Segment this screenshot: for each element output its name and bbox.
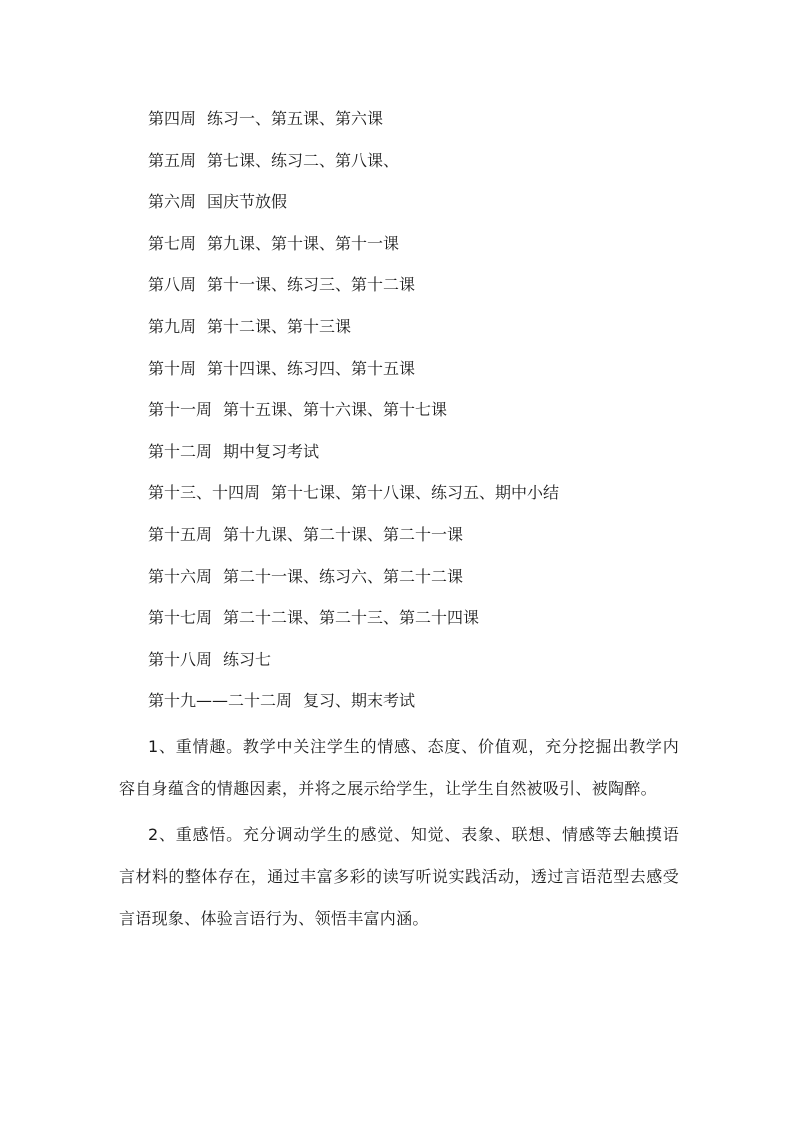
week-label: 第十一周	[148, 400, 213, 420]
week-label: 第四周	[148, 109, 197, 128]
week-content: 第七课、练习二、第八课、	[207, 150, 400, 170]
week-label: 第十五周	[148, 524, 213, 544]
week-label: 第十二周	[148, 441, 213, 461]
schedule-row	[148, 564, 559, 606]
week-content: 第十五课、第十六课、第十七课	[223, 400, 448, 420]
body-text	[119, 726, 679, 944]
schedule-row	[148, 148, 559, 190]
week-label: 第七周	[148, 233, 197, 253]
week-label: 第八周	[148, 275, 197, 295]
week-content: 第十七课、第十八课、练习五、期中小结	[271, 483, 560, 503]
week-content: 第九课、第十课、第十一课	[207, 233, 400, 253]
schedule-row	[148, 397, 559, 439]
week-content: 第十四课、练习四、第十五课	[207, 358, 416, 378]
week-label: 第十九——二十二周	[148, 691, 293, 711]
week-content: 第十九课、第二十课、第二十一课	[223, 524, 464, 544]
schedule-row	[148, 522, 559, 564]
paragraph-interest: 1、重情趣。教学中关注学生的情感、态度、价值观，充分挖掘出教学内容自身蕴含的情趣因素，并将之展示给学生，让学生自然被吸引、被陶醉。	[119, 737, 679, 798]
week-label: 第十三、十四周	[148, 483, 261, 503]
week-content: 第二十一课、练习六、第二十二课	[223, 566, 464, 586]
schedule-row	[148, 356, 559, 398]
weekly-schedule	[148, 106, 559, 730]
schedule-row	[148, 314, 559, 356]
week-content: 第二十二课、第二十三、第二十四课	[223, 608, 480, 628]
week-content: 复习、期末考试	[303, 691, 416, 711]
week-label: 第十六周	[148, 566, 213, 586]
week-content: 期中复习考试	[223, 441, 320, 461]
schedule-row	[148, 688, 559, 730]
schedule-row	[148, 272, 559, 314]
week-label: 第六周	[148, 192, 197, 212]
week-label: 第十周	[148, 358, 197, 378]
week-content: 练习七	[223, 649, 272, 669]
week-label: 第九周	[148, 316, 197, 336]
week-label: 第十七周	[148, 608, 213, 628]
schedule-row	[148, 480, 559, 522]
schedule-row	[148, 189, 559, 231]
schedule-row	[148, 647, 559, 689]
schedule-row	[148, 605, 559, 647]
schedule-row	[148, 231, 559, 273]
schedule-row	[148, 106, 559, 148]
week-content: 第十二课、第十三课	[207, 316, 352, 336]
schedule-row	[148, 439, 559, 481]
paragraph-perception: 2、重感悟。充分调动学生的感觉、知觉、表象、联想、情感等去触摸语言材料的整体存在，通过丰富多彩的读写听说实践活动，透过言语范型去感受言语现象、体验言语行为、领悟丰富内涵。	[119, 825, 679, 928]
week-content: 国庆节放假	[207, 192, 288, 212]
week-content: 练习一、第五课、第六课	[207, 109, 384, 128]
week-content: 第十一课、练习三、第十二课	[207, 275, 416, 295]
week-label: 第十八周	[148, 649, 213, 669]
week-label: 第五周	[148, 150, 197, 170]
